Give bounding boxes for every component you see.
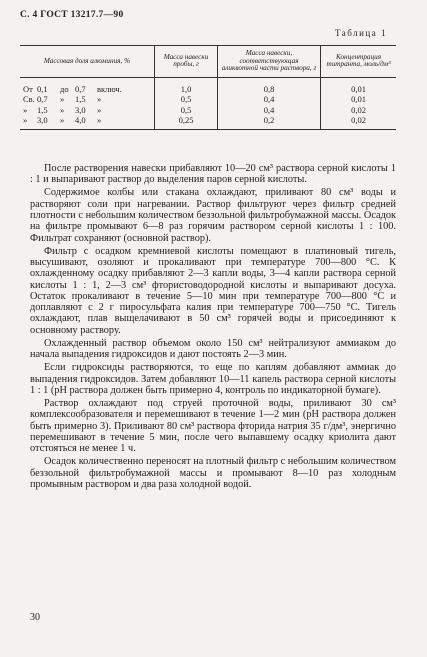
paragraph: Если гидроксиды растворяются, то еще по каплям добавляют аммиак до выпадения гидроксидов. Затем добавляют 10—11 капель раствора серной кислоты 1 : 1 (рН раствора должен быть примерно 4, контроль по индикаторной бумаге). xyxy=(30,362,396,396)
aluminum-range-cell xyxy=(20,77,155,94)
range-prefix: Св. xyxy=(23,94,35,105)
aliquot-cell: 0,4 xyxy=(218,94,321,105)
paragraph: Раствор охлаждают под струей проточной воды, приливают 30 см³ комплексообразователя и перемешивают в течение 1—2 мин (рН раствора должен быть примерно 3). Приливают 80 см³ раствора фторида натрия 35 г/дм³, энергично перемешивают в течение 5 мин, после чего выпавшему осадку криолита дают отстояться не менее 1 ч. xyxy=(30,397,396,455)
table-caption: Таблица 1 xyxy=(335,28,387,38)
range-suffix: включ. xyxy=(97,83,122,94)
paragraph: Фильтр с осадком кремниевой кислоты помещают в платиновый тигель, высушивают, озоляют и прокаливают при температуре 700—800 °С. К охлажденному осадку прибавляют 2—3 капли воды, 3—4 капли раствора серной кислоты 1 : 1, 2—3 см³ фтористоводородной кислоты и выпаривают досуха. Остаток прокаливают в течение 5—10 мин при температуре 700—800 °С и доплавляют с 2 г пиросульфата калия при температуре 700—750 °С. Тигель охлаждают, плав выщелачивают в 50 см³ горячей воды и присоединяют к основному раствору. xyxy=(30,245,396,336)
paragraph: Осадок количественно переносят на плотный фильтр с небольшим количеством беззольной фильтробумажной массы и промывают 8—10 раз холодным промывным раствором и два раза холодной водой. xyxy=(30,456,396,490)
aluminum-range-cell xyxy=(20,105,155,116)
conc-cell: 0,02 xyxy=(321,105,397,116)
range-suffix: » xyxy=(97,115,102,126)
conc-cell: 0,02 xyxy=(321,115,397,129)
range-to: 3,0 xyxy=(75,104,86,115)
range-from: 3,0 xyxy=(37,115,48,126)
range-to: 1,5 xyxy=(75,94,86,105)
range-prefix: » xyxy=(23,104,28,115)
mass-cell: 1,0 xyxy=(155,77,218,94)
aliquot-cell: 0,2 xyxy=(218,115,321,129)
paragraph: После растворения навески прибавляют 10—20 см³ раствора серной кислоты 1 : 1 и выпаривают раствор до выделения паров серной кислоты. xyxy=(30,163,396,186)
table-row xyxy=(20,94,396,105)
range-from: 0,7 xyxy=(37,94,48,105)
range-suffix: » xyxy=(97,104,102,115)
conc-cell: 0,01 xyxy=(321,77,397,94)
body-text xyxy=(30,163,396,492)
page-number: 30 xyxy=(30,612,40,623)
aluminum-range-cell xyxy=(20,115,155,129)
mass-cell: 0,5 xyxy=(155,94,218,105)
paragraph: Содержимое колбы или стакана охлаждают, приливают 80 см³ воды и растворяют соли при нагревании. Раствор фильтруют через фильтр средней плотности с небольшим количеством беззольной фильтробумажной массы. Осадок на фильтре промывают 6—8 раз горячим раствором серной кислоты 1 : 100. Фильтрат сохраняют (основной раствор). xyxy=(30,187,396,244)
conc-cell: 0,01 xyxy=(321,94,397,105)
table-header-cell: Масса навески пробы, г xyxy=(155,46,218,78)
range-to: 0,7 xyxy=(75,83,86,94)
table-header-cell: Концентрация титранта, моль/дм³ xyxy=(321,46,397,78)
paragraph: Охлажденный раствор объемом около 150 см³ нейтрализуют аммиаком до начала выпадения гидроксидов и дают постоять 2—3 мин. xyxy=(30,337,396,361)
range-to: 4,0 xyxy=(75,115,86,126)
data-table xyxy=(20,45,396,130)
table-row xyxy=(20,115,396,129)
range-mid: до xyxy=(60,83,69,94)
aliquot-cell: 0,4 xyxy=(218,105,321,116)
table-body xyxy=(20,77,396,129)
range-from: 0,1 xyxy=(37,83,48,94)
range-from: 1,5 xyxy=(37,104,48,115)
mass-cell: 0,25 xyxy=(155,115,218,129)
range-mid: » xyxy=(60,104,65,115)
range-mid: » xyxy=(60,115,65,126)
range-prefix: » xyxy=(23,115,28,126)
table-header-cell: Массовая доля алюминия, % xyxy=(20,46,155,78)
range-mid: » xyxy=(60,94,65,105)
table-header-cell: Масса навески, соответствующая аликвотной части раствора, г xyxy=(218,46,321,78)
aliquot-cell: 0,8 xyxy=(218,77,321,94)
table-row xyxy=(20,77,396,94)
running-header: С. 4 ГОСТ 13217.7—90 xyxy=(20,10,124,20)
range-suffix: » xyxy=(97,94,102,105)
aluminum-range-cell xyxy=(20,94,155,105)
range-prefix: От xyxy=(23,83,33,94)
table-row xyxy=(20,105,396,116)
mass-cell: 0,5 xyxy=(155,105,218,116)
